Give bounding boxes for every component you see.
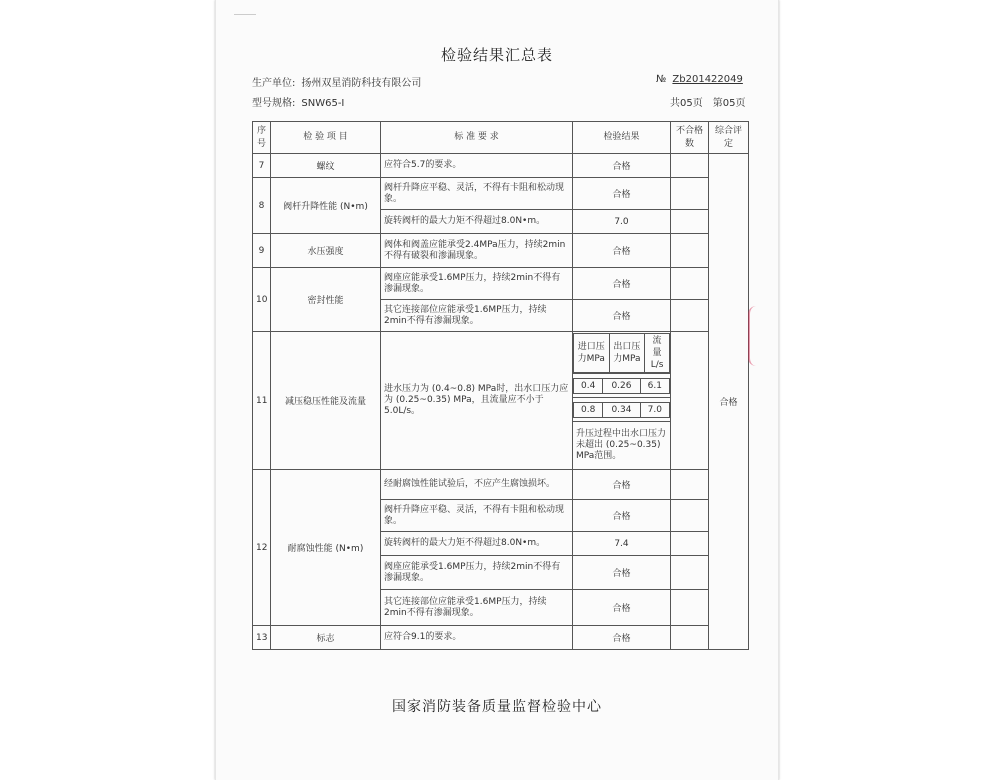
row-fail-count	[671, 332, 709, 470]
row-result: 7.0	[573, 210, 671, 234]
flow-cell: 0.26	[603, 378, 640, 393]
row-standard: 经耐腐蚀性能试验后，不应产生腐蚀损坏。	[381, 470, 573, 500]
row-seq: 11	[253, 332, 271, 470]
row-fail-count	[671, 532, 709, 556]
page-info	[670, 94, 745, 109]
row-item: 水压强度	[271, 234, 381, 268]
row-result: 合格	[573, 268, 671, 300]
table-row	[253, 268, 749, 300]
row-item: 阀杆升降性能 (N•m)	[271, 178, 381, 234]
row-seq: 7	[253, 154, 271, 178]
flow-cell: 0.34	[603, 402, 640, 417]
flow-header-rate: 流量L/s	[645, 333, 670, 372]
header-result: 检验结果	[573, 122, 671, 154]
pressure-rise-note: 升压过程中出水口压力未超出 (0.25~0.35) MPa范围。	[573, 422, 671, 470]
table-header-row	[253, 122, 749, 154]
row-fail-count	[671, 210, 709, 234]
row-result: 7.4	[573, 532, 671, 556]
header-item: 检 验 项 目	[271, 122, 381, 154]
flow-cell: 7.0	[640, 402, 669, 417]
row-standard: 应符合9.1的要求。	[381, 626, 573, 650]
row-standard: 阀座应能承受1.6MP压力，持续2min不得有渗漏现象。	[381, 268, 573, 300]
row-result: 合格	[573, 300, 671, 332]
table-row	[253, 154, 749, 178]
row-item: 螺纹	[271, 154, 381, 178]
header-standard: 标 准 要 求	[381, 122, 573, 154]
model-label: 型号规格:	[252, 98, 296, 109]
row-result: 合格	[573, 234, 671, 268]
row-standard: 阀座应能承受1.6MP压力，持续2min不得有渗漏现象。	[381, 556, 573, 590]
row-seq: 10	[253, 268, 271, 332]
table-row	[253, 178, 749, 210]
flow-header-outlet: 出口压力MPa	[609, 333, 645, 372]
row-standard: 其它连接部位应能承受1.6MP压力，持续2min不得有渗漏现象。	[381, 300, 573, 332]
document-page	[215, 0, 779, 780]
row-fail-count	[671, 590, 709, 626]
row-seq: 12	[253, 470, 271, 626]
producer-value: 扬州双星消防科技有限公司	[301, 78, 422, 89]
row-standard: 阀体和阀盖应能承受2.4MPa压力，持续2min不得有破裂和渗漏现象。	[381, 234, 573, 268]
row-result: 合格	[573, 500, 671, 532]
seal-stamp	[748, 306, 764, 366]
row-result: 合格	[573, 470, 671, 500]
row-standard: 阀杆升降应平稳、灵活，不得有卡阻和松动现象。	[381, 500, 573, 532]
model-line	[252, 94, 344, 109]
flow-row-table	[573, 402, 670, 418]
row-fail-count	[671, 234, 709, 268]
document-title: 检验结果汇总表	[440, 46, 553, 64]
table-row	[253, 470, 749, 500]
row-standard: 应符合5.7的要求。	[381, 154, 573, 178]
overall-result: 合格	[709, 154, 749, 650]
row-fail-count	[671, 178, 709, 210]
row-fail-count	[671, 300, 709, 332]
flow-row-cell	[573, 398, 671, 422]
flow-cell: 6.1	[640, 378, 669, 393]
table-row	[253, 626, 749, 650]
document-number	[656, 74, 743, 85]
row-fail-count	[671, 470, 709, 500]
model-value: SNW65-Ⅰ	[301, 98, 345, 109]
row-fail-count	[671, 500, 709, 532]
row-item: 减压稳压性能及流量	[271, 332, 381, 470]
row-item: 耐腐蚀性能 (N•m)	[271, 470, 381, 626]
row-seq: 13	[253, 626, 271, 650]
row-fail-count	[671, 154, 709, 178]
header-fail-count: 不合格数	[671, 122, 709, 154]
row-result: 合格	[573, 626, 671, 650]
row-fail-count	[671, 268, 709, 300]
row-result: 合格	[573, 556, 671, 590]
row-item: 密封性能	[271, 268, 381, 332]
row-seq: 9	[253, 234, 271, 268]
row-fail-count	[671, 626, 709, 650]
row-standard: 其它连接部位应能承受1.6MP压力，持续2min不得有渗漏现象。	[381, 590, 573, 626]
producer-line	[252, 74, 421, 89]
flow-header-inlet: 进口压力MPa	[574, 333, 610, 372]
scan-mark	[234, 14, 256, 15]
number-value: Zb201422049	[672, 74, 743, 85]
flow-cell: 0.4	[574, 378, 603, 393]
row-item: 标志	[271, 626, 381, 650]
row-standard: 阀杆升降应平稳、灵活，不得有卡阻和松动现象。	[381, 178, 573, 210]
table-row	[253, 234, 749, 268]
row-result: 合格	[573, 154, 671, 178]
flow-header-cell	[573, 332, 671, 374]
row-standard: 进水压力为 (0.4~0.8) MPa时，出水口压力应为 (0.25~0.35) MPa，且流量应不小于5.0L/s。	[381, 332, 573, 470]
flow-cell: 0.8	[574, 402, 603, 417]
flow-row-table	[573, 378, 670, 394]
header-seq: 序号	[253, 122, 271, 154]
row-result: 合格	[573, 178, 671, 210]
row-standard: 旋转阀杆的最大力矩不得超过8.0N•m。	[381, 532, 573, 556]
row-result: 合格	[573, 590, 671, 626]
producer-label: 生产单位:	[252, 78, 296, 89]
results-summary-table	[252, 121, 749, 650]
flow-header-table	[573, 333, 670, 373]
number-label: №	[656, 74, 667, 85]
page-number: 第05页	[712, 98, 746, 109]
issuing-organization: 国家消防装备质量监督检验中心	[392, 699, 602, 715]
row-seq: 8	[253, 178, 271, 234]
row-fail-count	[671, 556, 709, 590]
header-overall: 综合评定	[709, 122, 749, 154]
total-pages: 共05页	[670, 98, 703, 109]
table-row	[253, 332, 749, 374]
flow-row-cell	[573, 374, 671, 398]
row-standard: 旋转阀杆的最大力矩不得超过8.0N•m。	[381, 210, 573, 234]
